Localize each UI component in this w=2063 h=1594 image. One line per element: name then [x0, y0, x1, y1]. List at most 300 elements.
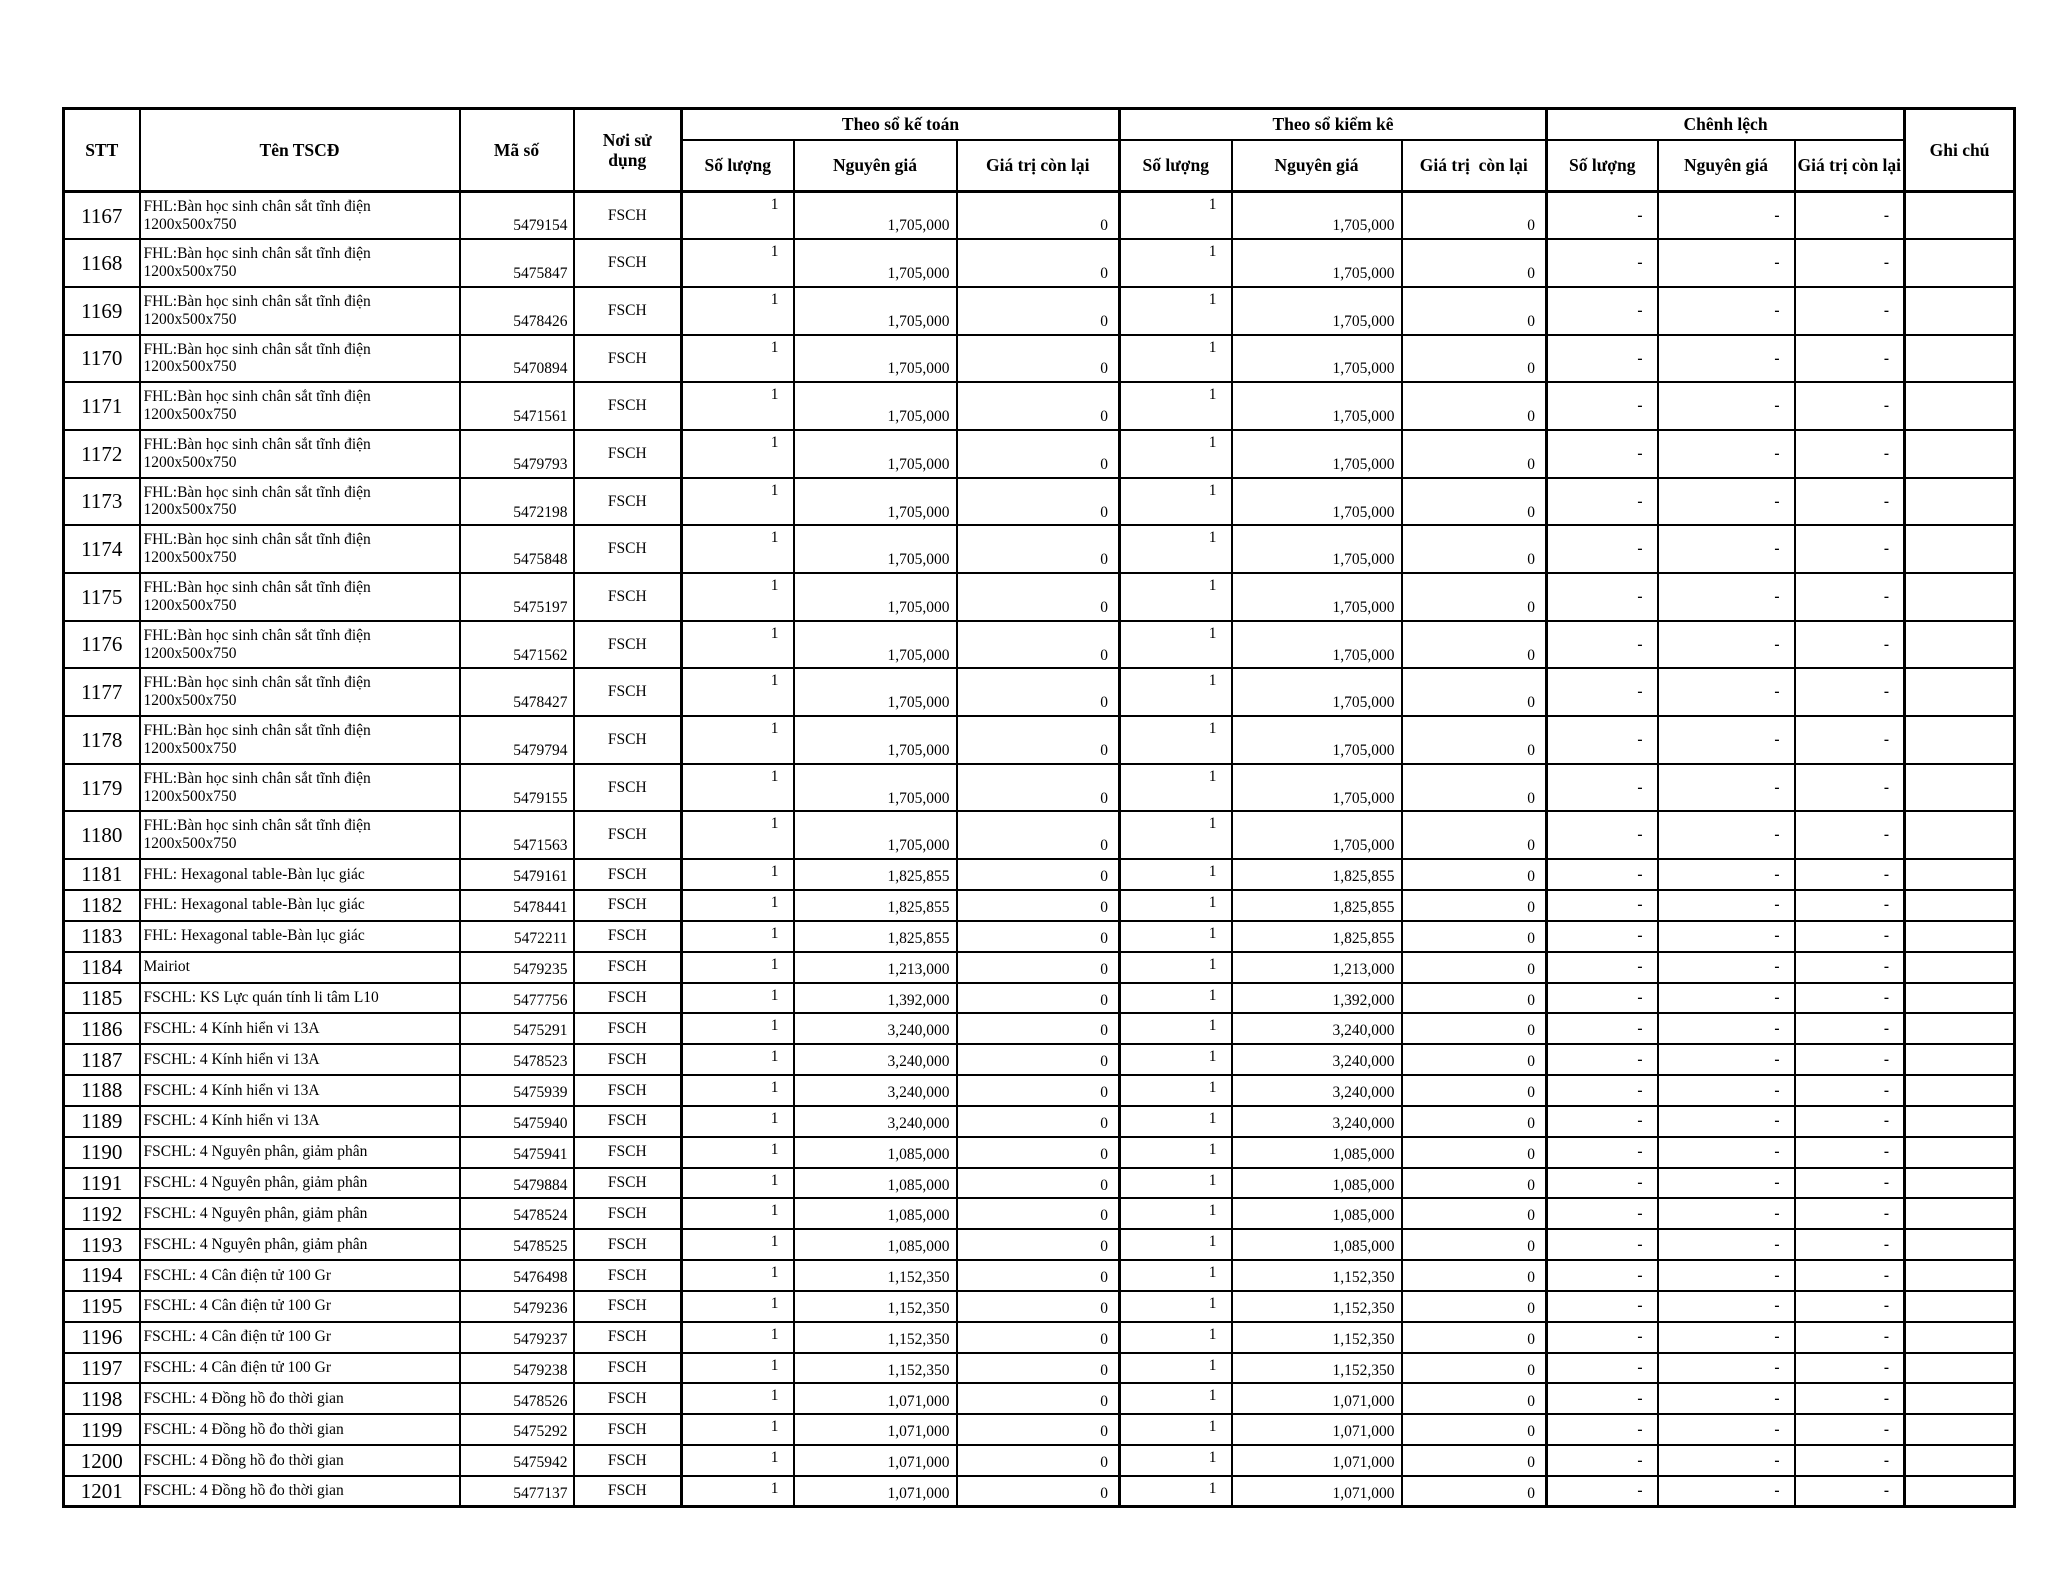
cell-stt: 1173	[64, 478, 140, 526]
cell-note	[1905, 1260, 2015, 1291]
cell-code: 5475197	[460, 573, 574, 621]
cell-dept: FSCH	[574, 983, 682, 1014]
cell-dept: FSCH	[574, 1414, 682, 1445]
cell-inv_rem: 0	[1402, 1383, 1547, 1414]
cell-dept: FSCH	[574, 382, 682, 430]
cell-acc_rem: 0	[957, 983, 1120, 1014]
cell-diff_rem: -	[1795, 1260, 1905, 1291]
cell-name: FSCHL: 4 Nguyên phân, giảm phân	[140, 1198, 460, 1229]
table-row	[64, 430, 2015, 478]
cell-diff_rem: -	[1795, 716, 1905, 764]
cell-diff_rem: -	[1795, 952, 1905, 983]
cell-name: FSCHL: 4 Cân điện tử 100 Gr	[140, 1291, 460, 1322]
cell-inv_cost: 1,213,000	[1232, 952, 1402, 983]
table-row	[64, 1445, 2015, 1476]
cell-inv_qty: 1	[1120, 1198, 1232, 1229]
cell-diff_rem: -	[1795, 1291, 1905, 1322]
cell-diff_qty: -	[1547, 1075, 1658, 1106]
cell-note	[1905, 239, 2015, 287]
cell-acc_qty: 1	[682, 573, 794, 621]
cell-diff_qty: -	[1547, 890, 1658, 921]
cell-diff_rem: -	[1795, 1353, 1905, 1384]
cell-note	[1905, 1445, 2015, 1476]
asset-table-body	[64, 192, 2015, 1507]
table-row	[64, 1476, 2015, 1507]
cell-acc_rem: 0	[957, 1476, 1120, 1507]
cell-name: FSCHL: 4 Cân điện tử 100 Gr	[140, 1260, 460, 1291]
cell-acc_qty: 1	[682, 1198, 794, 1229]
cell-diff_qty: -	[1547, 811, 1658, 859]
cell-name: FSCHL: 4 Cân điện tử 100 Gr	[140, 1353, 460, 1384]
cell-note	[1905, 668, 2015, 716]
cell-acc_cost: 1,705,000	[794, 525, 957, 573]
cell-stt: 1180	[64, 811, 140, 859]
cell-diff_cost: -	[1658, 1383, 1795, 1414]
cell-note	[1905, 287, 2015, 335]
table-row	[64, 192, 2015, 240]
cell-code: 5476498	[460, 1260, 574, 1291]
cell-inv_rem: 0	[1402, 1013, 1547, 1044]
cell-diff_rem: -	[1795, 764, 1905, 812]
cell-inv_qty: 1	[1120, 1291, 1232, 1322]
cell-diff_cost: -	[1658, 811, 1795, 859]
cell-inv_cost: 1,705,000	[1232, 525, 1402, 573]
cell-acc_rem: 0	[957, 573, 1120, 621]
cell-diff_cost: -	[1658, 1168, 1795, 1199]
header-acc-qty: Số lượng	[682, 140, 794, 192]
cell-inv_rem: 0	[1402, 1260, 1547, 1291]
cell-diff_rem: -	[1795, 382, 1905, 430]
cell-inv_cost: 1,085,000	[1232, 1198, 1402, 1229]
cell-acc_qty: 1	[682, 239, 794, 287]
cell-inv_rem: 0	[1402, 1168, 1547, 1199]
table-row	[64, 525, 2015, 573]
cell-acc_cost: 1,705,000	[794, 478, 957, 526]
cell-inv_rem: 0	[1402, 764, 1547, 812]
cell-note	[1905, 1353, 2015, 1384]
cell-acc_cost: 1,392,000	[794, 983, 957, 1014]
cell-note	[1905, 1137, 2015, 1168]
cell-inv_cost: 1,152,350	[1232, 1291, 1402, 1322]
cell-acc_rem: 0	[957, 921, 1120, 952]
cell-inv_cost: 1,085,000	[1232, 1137, 1402, 1168]
cell-diff_rem: -	[1795, 811, 1905, 859]
cell-inv_cost: 1,705,000	[1232, 430, 1402, 478]
cell-note	[1905, 921, 2015, 952]
cell-diff_rem: -	[1795, 1168, 1905, 1199]
cell-dept: FSCH	[574, 1198, 682, 1229]
cell-name: FSCHL: 4 Đồng hồ đo thời gian	[140, 1414, 460, 1445]
cell-inv_qty: 1	[1120, 1445, 1232, 1476]
cell-inv_qty: 1	[1120, 430, 1232, 478]
cell-acc_rem: 0	[957, 1168, 1120, 1199]
cell-stt: 1175	[64, 573, 140, 621]
cell-stt: 1168	[64, 239, 140, 287]
cell-note	[1905, 1383, 2015, 1414]
cell-inv_cost: 1,071,000	[1232, 1445, 1402, 1476]
cell-stt: 1187	[64, 1044, 140, 1075]
header-inv-remaining: Giá trị còn lại	[1402, 140, 1547, 192]
cell-stt: 1189	[64, 1106, 140, 1137]
cell-code: 5479161	[460, 859, 574, 890]
table-row	[64, 382, 2015, 430]
cell-acc_cost: 1,705,000	[794, 430, 957, 478]
cell-acc_rem: 0	[957, 1383, 1120, 1414]
cell-inv_rem: 0	[1402, 1106, 1547, 1137]
cell-name: FHL:Bàn học sinh chân sắt tĩnh điện 1200x500x750	[140, 573, 460, 621]
table-row	[64, 1137, 2015, 1168]
cell-inv_qty: 1	[1120, 382, 1232, 430]
cell-acc_rem: 0	[957, 1198, 1120, 1229]
cell-diff_rem: -	[1795, 1476, 1905, 1507]
cell-acc_rem: 0	[957, 192, 1120, 240]
cell-inv_qty: 1	[1120, 573, 1232, 621]
header-inv-qty: Số lượng	[1120, 140, 1232, 192]
cell-acc_qty: 1	[682, 859, 794, 890]
cell-diff_cost: -	[1658, 1137, 1795, 1168]
cell-code: 5475942	[460, 1445, 574, 1476]
cell-inv_qty: 1	[1120, 1322, 1232, 1353]
cell-inv_qty: 1	[1120, 1168, 1232, 1199]
cell-diff_qty: -	[1547, 859, 1658, 890]
cell-dept: FSCH	[574, 811, 682, 859]
cell-inv_qty: 1	[1120, 1260, 1232, 1291]
cell-inv_cost: 3,240,000	[1232, 1106, 1402, 1137]
cell-dept: FSCH	[574, 1168, 682, 1199]
cell-code: 5479236	[460, 1291, 574, 1322]
cell-diff_qty: -	[1547, 1383, 1658, 1414]
cell-inv_cost: 1,085,000	[1232, 1168, 1402, 1199]
cell-inv_rem: 0	[1402, 859, 1547, 890]
cell-acc_qty: 1	[682, 921, 794, 952]
cell-inv_qty: 1	[1120, 621, 1232, 669]
cell-diff_qty: -	[1547, 1044, 1658, 1075]
cell-diff_qty: -	[1547, 983, 1658, 1014]
cell-diff_cost: -	[1658, 859, 1795, 890]
cell-diff_qty: -	[1547, 478, 1658, 526]
cell-acc_qty: 1	[682, 668, 794, 716]
cell-inv_rem: 0	[1402, 921, 1547, 952]
cell-acc_qty: 1	[682, 1414, 794, 1445]
cell-diff_rem: -	[1795, 621, 1905, 669]
cell-inv_qty: 1	[1120, 1414, 1232, 1445]
cell-acc_rem: 0	[957, 287, 1120, 335]
cell-stt: 1190	[64, 1137, 140, 1168]
cell-inv_rem: 0	[1402, 1414, 1547, 1445]
cell-stt: 1167	[64, 192, 140, 240]
cell-inv_rem: 0	[1402, 573, 1547, 621]
cell-acc_qty: 1	[682, 890, 794, 921]
cell-diff_qty: -	[1547, 430, 1658, 478]
cell-code: 5478426	[460, 287, 574, 335]
cell-code: 5472198	[460, 478, 574, 526]
cell-diff_qty: -	[1547, 1229, 1658, 1260]
cell-diff_rem: -	[1795, 1137, 1905, 1168]
cell-diff_cost: -	[1658, 1106, 1795, 1137]
cell-diff_qty: -	[1547, 921, 1658, 952]
cell-diff_cost: -	[1658, 1229, 1795, 1260]
cell-note	[1905, 1476, 2015, 1507]
table-row	[64, 1260, 2015, 1291]
cell-note	[1905, 525, 2015, 573]
cell-inv_cost: 1,152,350	[1232, 1353, 1402, 1384]
cell-inv_cost: 1,705,000	[1232, 287, 1402, 335]
cell-inv_qty: 1	[1120, 1044, 1232, 1075]
cell-note	[1905, 430, 2015, 478]
cell-name: FHL:Bàn học sinh chân sắt tĩnh điện 1200x500x750	[140, 239, 460, 287]
cell-acc_rem: 0	[957, 621, 1120, 669]
cell-inv_rem: 0	[1402, 430, 1547, 478]
cell-dept: FSCH	[574, 890, 682, 921]
cell-dept: FSCH	[574, 621, 682, 669]
cell-inv_cost: 1,705,000	[1232, 382, 1402, 430]
cell-diff_qty: -	[1547, 1291, 1658, 1322]
cell-code: 5477137	[460, 1476, 574, 1507]
cell-inv_cost: 1,705,000	[1232, 335, 1402, 383]
cell-code: 5478524	[460, 1198, 574, 1229]
cell-inv_qty: 1	[1120, 668, 1232, 716]
cell-note	[1905, 1229, 2015, 1260]
cell-inv_rem: 0	[1402, 1044, 1547, 1075]
cell-diff_qty: -	[1547, 1260, 1658, 1291]
table-row	[64, 239, 2015, 287]
cell-inv_qty: 1	[1120, 859, 1232, 890]
cell-acc_qty: 1	[682, 1106, 794, 1137]
cell-diff_rem: -	[1795, 1322, 1905, 1353]
cell-diff_cost: -	[1658, 983, 1795, 1014]
cell-note	[1905, 478, 2015, 526]
cell-name: FSCHL: 4 Đồng hồ đo thời gian	[140, 1476, 460, 1507]
cell-acc_cost: 1,705,000	[794, 287, 957, 335]
cell-acc_qty: 1	[682, 952, 794, 983]
cell-acc_qty: 1	[682, 478, 794, 526]
header-diff-cost: Nguyên giá	[1658, 140, 1795, 192]
cell-acc_cost: 1,705,000	[794, 621, 957, 669]
cell-inv_cost: 1,825,855	[1232, 921, 1402, 952]
cell-dept: FSCH	[574, 921, 682, 952]
cell-stt: 1177	[64, 668, 140, 716]
cell-acc_cost: 1,071,000	[794, 1414, 957, 1445]
cell-acc_qty: 1	[682, 716, 794, 764]
cell-inv_cost: 1,825,855	[1232, 890, 1402, 921]
table-row	[64, 1168, 2015, 1199]
cell-diff_cost: -	[1658, 287, 1795, 335]
cell-diff_rem: -	[1795, 859, 1905, 890]
header-inv-cost: Nguyên giá	[1232, 140, 1402, 192]
cell-stt: 1185	[64, 983, 140, 1014]
table-row	[64, 1044, 2015, 1075]
cell-dept: FSCH	[574, 192, 682, 240]
cell-acc_qty: 1	[682, 1044, 794, 1075]
table-row	[64, 1291, 2015, 1322]
cell-acc_cost: 1,085,000	[794, 1198, 957, 1229]
cell-code: 5471563	[460, 811, 574, 859]
header-group-accounting: Theo sổ kế toán	[682, 109, 1120, 140]
cell-acc_rem: 0	[957, 430, 1120, 478]
cell-diff_rem: -	[1795, 1414, 1905, 1445]
cell-inv_qty: 1	[1120, 764, 1232, 812]
cell-inv_rem: 0	[1402, 1075, 1547, 1106]
cell-acc_cost: 3,240,000	[794, 1013, 957, 1044]
cell-code: 5478526	[460, 1383, 574, 1414]
cell-diff_rem: -	[1795, 921, 1905, 952]
cell-diff_qty: -	[1547, 573, 1658, 621]
cell-name: FSCHL: KS Lực quán tính li tâm L10	[140, 983, 460, 1014]
header-stt: STT	[64, 109, 140, 192]
cell-acc_rem: 0	[957, 1106, 1120, 1137]
cell-acc_cost: 1,071,000	[794, 1383, 957, 1414]
cell-diff_cost: -	[1658, 921, 1795, 952]
cell-inv_qty: 1	[1120, 952, 1232, 983]
cell-acc_rem: 0	[957, 1291, 1120, 1322]
cell-stt: 1182	[64, 890, 140, 921]
cell-name: FHL:Bàn học sinh chân sắt tĩnh điện 1200x500x750	[140, 525, 460, 573]
cell-name: FSCHL: 4 Đồng hồ đo thời gian	[140, 1383, 460, 1414]
cell-dept: FSCH	[574, 1353, 682, 1384]
cell-code: 5478427	[460, 668, 574, 716]
cell-diff_cost: -	[1658, 890, 1795, 921]
cell-diff_qty: -	[1547, 1353, 1658, 1384]
cell-acc_qty: 1	[682, 764, 794, 812]
cell-inv_cost: 1,825,855	[1232, 859, 1402, 890]
cell-dept: FSCH	[574, 1075, 682, 1106]
cell-stt: 1201	[64, 1476, 140, 1507]
cell-dept: FSCH	[574, 1106, 682, 1137]
table-row	[64, 621, 2015, 669]
cell-inv_rem: 0	[1402, 1137, 1547, 1168]
cell-inv_rem: 0	[1402, 621, 1547, 669]
table-row	[64, 573, 2015, 621]
cell-diff_rem: -	[1795, 1075, 1905, 1106]
cell-note	[1905, 1414, 2015, 1445]
cell-dept: FSCH	[574, 1044, 682, 1075]
cell-diff_cost: -	[1658, 1353, 1795, 1384]
cell-acc_qty: 1	[682, 430, 794, 478]
cell-acc_qty: 1	[682, 621, 794, 669]
cell-inv_qty: 1	[1120, 1476, 1232, 1507]
cell-inv_cost: 1,705,000	[1232, 811, 1402, 859]
cell-note	[1905, 859, 2015, 890]
cell-acc_rem: 0	[957, 716, 1120, 764]
table-row	[64, 1414, 2015, 1445]
table-header	[64, 109, 2015, 192]
cell-diff_qty: -	[1547, 1137, 1658, 1168]
cell-dept: FSCH	[574, 1229, 682, 1260]
cell-acc_rem: 0	[957, 382, 1120, 430]
cell-diff_qty: -	[1547, 239, 1658, 287]
cell-code: 5475848	[460, 525, 574, 573]
cell-acc_rem: 0	[957, 1445, 1120, 1476]
cell-code: 5479884	[460, 1168, 574, 1199]
cell-name: FHL:Bàn học sinh chân sắt tĩnh điện 1200x500x750	[140, 811, 460, 859]
cell-diff_rem: -	[1795, 239, 1905, 287]
cell-note	[1905, 1322, 2015, 1353]
cell-inv_cost: 3,240,000	[1232, 1075, 1402, 1106]
cell-diff_rem: -	[1795, 983, 1905, 1014]
cell-diff_rem: -	[1795, 335, 1905, 383]
cell-acc_cost: 1,085,000	[794, 1137, 957, 1168]
cell-name: FSCHL: 4 Kính hiển vi 13A	[140, 1044, 460, 1075]
table-row	[64, 1229, 2015, 1260]
cell-acc_qty: 1	[682, 382, 794, 430]
cell-diff_cost: -	[1658, 1322, 1795, 1353]
cell-stt: 1171	[64, 382, 140, 430]
cell-inv_qty: 1	[1120, 192, 1232, 240]
cell-diff_rem: -	[1795, 1229, 1905, 1260]
cell-inv_cost: 1,705,000	[1232, 573, 1402, 621]
cell-code: 5479237	[460, 1322, 574, 1353]
cell-diff_cost: -	[1658, 1476, 1795, 1507]
cell-acc_cost: 3,240,000	[794, 1075, 957, 1106]
cell-diff_cost: -	[1658, 1198, 1795, 1229]
cell-acc_cost: 1,825,855	[794, 890, 957, 921]
cell-inv_rem: 0	[1402, 983, 1547, 1014]
cell-diff_qty: -	[1547, 621, 1658, 669]
cell-acc_rem: 0	[957, 668, 1120, 716]
cell-name: FSCHL: 4 Kính hiển vi 13A	[140, 1106, 460, 1137]
cell-note	[1905, 335, 2015, 383]
cell-code: 5478525	[460, 1229, 574, 1260]
cell-dept: FSCH	[574, 525, 682, 573]
cell-diff_rem: -	[1795, 1013, 1905, 1044]
cell-stt: 1179	[64, 764, 140, 812]
cell-note	[1905, 716, 2015, 764]
cell-code: 5479238	[460, 1353, 574, 1384]
table-row	[64, 1383, 2015, 1414]
cell-stt: 1195	[64, 1291, 140, 1322]
cell-stt: 1176	[64, 621, 140, 669]
cell-dept: FSCH	[574, 1476, 682, 1507]
cell-code: 5475292	[460, 1414, 574, 1445]
cell-note	[1905, 1168, 2015, 1199]
cell-code: 5475940	[460, 1106, 574, 1137]
cell-acc_rem: 0	[957, 1414, 1120, 1445]
cell-diff_cost: -	[1658, 1044, 1795, 1075]
table-row	[64, 1013, 2015, 1044]
cell-diff_cost: -	[1658, 239, 1795, 287]
cell-dept: FSCH	[574, 573, 682, 621]
cell-note	[1905, 1106, 2015, 1137]
cell-acc_qty: 1	[682, 1476, 794, 1507]
cell-inv_cost: 3,240,000	[1232, 1044, 1402, 1075]
cell-dept: FSCH	[574, 952, 682, 983]
header-diff-remaining: Giá trị còn lại	[1795, 140, 1905, 192]
cell-note	[1905, 1013, 2015, 1044]
cell-diff_rem: -	[1795, 525, 1905, 573]
cell-dept: FSCH	[574, 1445, 682, 1476]
cell-acc_qty: 1	[682, 287, 794, 335]
cell-acc_qty: 1	[682, 1013, 794, 1044]
cell-diff_cost: -	[1658, 1075, 1795, 1106]
cell-inv_rem: 0	[1402, 478, 1547, 526]
table-row	[64, 335, 2015, 383]
cell-inv_cost: 1,705,000	[1232, 716, 1402, 764]
cell-acc_rem: 0	[957, 239, 1120, 287]
cell-acc_cost: 1,705,000	[794, 239, 957, 287]
cell-dept: FSCH	[574, 1291, 682, 1322]
cell-acc_cost: 1,071,000	[794, 1476, 957, 1507]
cell-diff_qty: -	[1547, 1476, 1658, 1507]
cell-code: 5479793	[460, 430, 574, 478]
cell-inv_cost: 1,152,350	[1232, 1322, 1402, 1353]
cell-stt: 1183	[64, 921, 140, 952]
cell-inv_qty: 1	[1120, 811, 1232, 859]
cell-acc_qty: 1	[682, 1353, 794, 1384]
cell-diff_qty: -	[1547, 764, 1658, 812]
cell-diff_rem: -	[1795, 430, 1905, 478]
cell-acc_qty: 1	[682, 1260, 794, 1291]
cell-inv_qty: 1	[1120, 525, 1232, 573]
